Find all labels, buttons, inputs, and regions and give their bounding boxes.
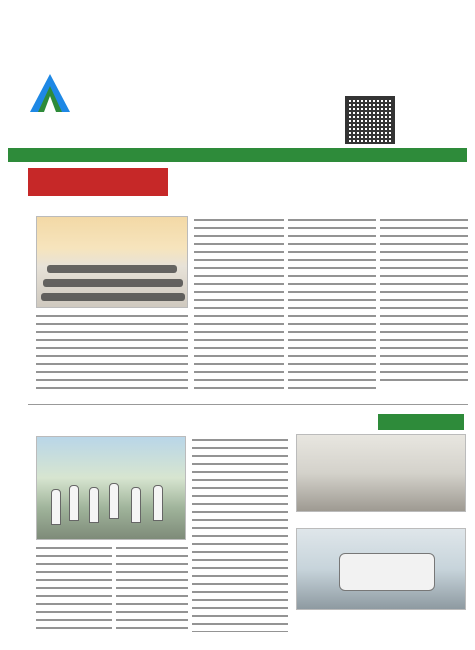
photo-news-image-1 — [296, 434, 466, 512]
lead-headline-line2 — [260, 194, 460, 214]
motto-mission — [302, 53, 467, 64]
motto-spirit — [302, 66, 467, 77]
safety-article-body-col2 — [116, 544, 188, 632]
qr-caption — [400, 110, 464, 140]
motto-purpose — [302, 40, 467, 51]
safety-article-body-col3 — [192, 436, 288, 632]
issue-info-bar — [8, 148, 467, 162]
photo-news-image-2 — [296, 528, 466, 610]
lead-article-body-col5 — [380, 216, 468, 386]
meeting-photo — [36, 216, 188, 308]
lead-article-body-col3 — [194, 216, 284, 392]
lead-article-body-col4 — [288, 216, 376, 392]
banner-slogan — [40, 168, 168, 196]
safety-article-body-col1 — [36, 544, 112, 632]
section-divider — [28, 404, 468, 405]
company-logo-icon — [28, 72, 72, 114]
corporate-mottos — [302, 40, 467, 92]
lead-headline-line1 — [196, 170, 466, 190]
motto-vision — [302, 79, 467, 90]
qr-code-icon — [345, 96, 395, 144]
newspaper-title — [80, 60, 280, 120]
editors-line — [28, 124, 318, 144]
photo-news-label — [378, 414, 464, 430]
inspection-photo — [36, 436, 186, 540]
safety-headline — [36, 412, 266, 432]
bus-icon — [339, 553, 435, 591]
